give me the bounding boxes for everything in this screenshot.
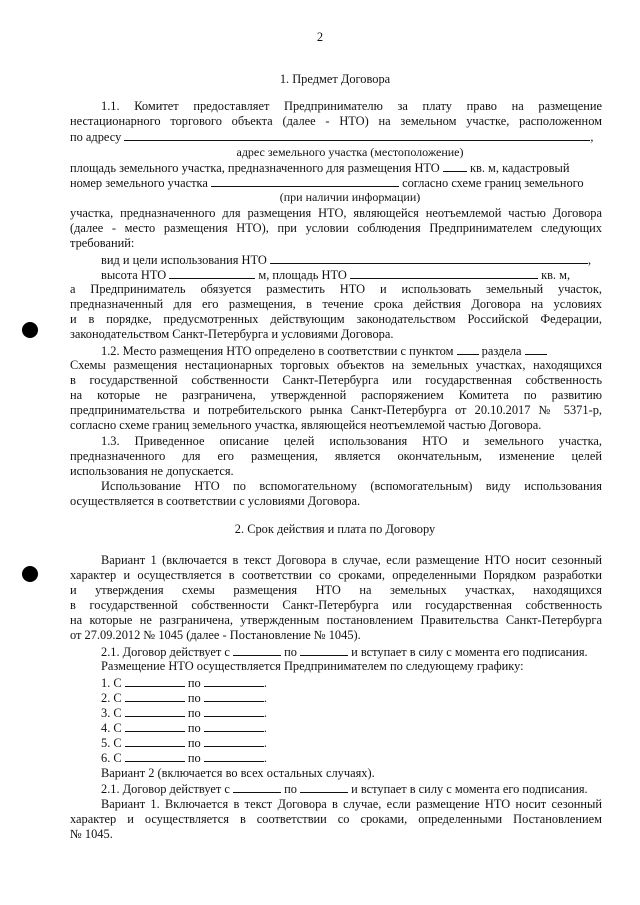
schedule-end-blank[interactable] [204,750,264,762]
p2-1b-text-b: по [284,782,297,796]
schedule-row [101,720,267,736]
height-label: высота НТО [101,268,167,282]
p1-1-line-3 [70,129,602,145]
v1b-line-3: № 1045. [70,827,113,841]
v1-line-5: на которые не разграничена, утвержденным постановлением Правительства Санкт-Петербурга [70,613,602,627]
p1-2-text-a: 1.2. Место размещения НТО определено в соответствии с пунктом [101,344,454,358]
area-unit-cadastral: кв. м, кадастровый [469,161,570,175]
p1-1-line-1: 1.1. Комитет предоставляет Предпринимателю за плату право на размещение [101,99,602,113]
schedule-start-blank[interactable] [125,735,185,747]
p2-1a [101,644,588,660]
schedule-start-blank[interactable] [125,705,185,717]
variant-2: Вариант 2 (включается во всех остальных случаях). [101,766,375,780]
schedule-start-blank[interactable] [125,750,185,762]
nto-area-unit: кв. м, [541,268,571,282]
p1-3-line-2: предназначенного для его размещения, является окончательным, изменение целей [70,449,602,463]
height-blank[interactable] [169,267,255,279]
schedule-row-number: 2. С [101,691,122,705]
p1-1-line-2: нестационарного торгового объекта (далее - НТО) на земельном участке, расположенном [70,114,602,128]
schedule-end-blank[interactable] [204,675,264,687]
schedule-po: по [187,751,201,765]
address-blank[interactable] [124,129,590,141]
p2-1a-text-a: 2.1. Договор действует с [101,645,230,659]
cadastral-blank[interactable] [211,175,399,187]
schedule-period: . [263,706,267,720]
schedule-row [101,735,267,751]
p2-1a-text-c: и вступает в силу с момента его подписания. [351,645,588,659]
p2-1a-text-b: по [284,645,297,659]
schedule-period: . [263,691,267,705]
section-1-heading: 1. Предмет Договора [279,72,391,86]
schedule-end-blank[interactable] [204,720,264,732]
p1-1-line-10 [101,267,602,283]
p2-1a-start-blank[interactable] [233,644,281,656]
schedule-row-number: 1. С [101,676,122,690]
p1-1-line-14: законодательством Санкт-Петербурга и условиями Договора. [70,327,394,341]
info-caption: (при наличии информации) [279,190,421,204]
p1-1-line-7: (далее - место размещения НТО), при условии соблюдения Предпринимателем следующих [70,221,602,235]
usage-label: вид и цели использования НТО [101,253,267,267]
p1-1-line-9 [101,252,602,268]
page-number: 2 [316,30,324,44]
schedule-start-blank[interactable] [125,690,185,702]
schedule-po: по [187,721,201,735]
address-comma: , [590,130,594,144]
nto-area-blank[interactable] [350,267,538,279]
schedule-row [101,675,267,691]
p1-1-line-12: предназначенный для его размещения, в течение срока действия Договора на условиях [70,297,602,311]
schedule-intro: Размещение НТО осуществляется Предпринимателем по следующему графику: [101,659,524,673]
usage-comma: , [587,253,592,267]
v1-line-1: Вариант 1 (включается в текст Договора в случае, если размещение НТО носит сезонный [101,553,602,567]
schedule-start-blank[interactable] [125,675,185,687]
schedule-po: по [187,706,201,720]
scheme-text: согласно схеме границ земельного [402,176,584,190]
p1-2-line-3: в государственной собственности Санкт-Петербурга или государственная собственность [70,373,602,387]
section-blank[interactable] [525,343,547,355]
area-label: площадь земельного участка, предназначенного для размещения НТО [70,161,440,175]
p1-1-line-4 [70,160,602,176]
schedule-end-blank[interactable] [204,690,264,702]
schedule-row [101,690,267,706]
schedule-po: по [187,676,201,690]
v1-line-2: характер и осуществляется в соответствии со сроками, определенными Порядком разработки [70,568,602,582]
nto-area-label: м, площадь НТО [258,268,347,282]
address-label: по адресу [70,130,122,144]
p2-1b-text-c: и вступает в силу с момента его подписания. [351,782,588,796]
p1-2-line-5: предпринимательства и потребительского рынка Санкт-Петербурга от 20.10.2017 № 5371-р, [70,403,602,417]
p1-2-line-2: Схемы размещения нестационарных торговых объектов на земельных участках, находящихся [70,358,602,372]
p1-1-line-6: участка, предназначенного для размещения НТО, являющейся неотъемлемой частью Договора [70,206,602,220]
usage-blank[interactable] [270,252,588,264]
p2-1b-text-a: 2.1. Договор действует с [101,782,230,796]
schedule-po: по [187,691,201,705]
p2-1b [101,781,588,797]
section-2-heading: 2. Срок действия и плата по Договору [234,522,436,536]
schedule-end-blank[interactable] [204,705,264,717]
schedule-row-number: 4. С [101,721,122,735]
p1-1-line-5 [70,175,602,191]
p1-2-line-4: на которые не разграничена, утвержденной распоряжением Комитета по развитию [70,388,602,402]
schedule-start-blank[interactable] [125,720,185,732]
punch-hole-lower [22,566,38,582]
schedule-row-number: 5. С [101,736,122,750]
schedule-period: . [263,676,267,690]
area-blank[interactable] [443,160,467,172]
schedule-po: по [187,736,201,750]
p1-2-line-6: согласно схеме границ земельного участка, являющейся неотъемлемой частью Договора. [70,418,542,432]
p2-1a-end-blank[interactable] [300,644,348,656]
punch-hole-upper [22,322,38,338]
p1-1-line-11: а Предприниматель обязуется разместить НТО и использовать земельный участок, [70,282,602,296]
schedule-end-blank[interactable] [204,735,264,747]
p2-1b-end-blank[interactable] [300,781,348,793]
p1-3-line-3: использования не допускается. [70,464,234,478]
cadastral-label: номер земельного участка [70,176,208,190]
schedule-row-number: 3. С [101,706,122,720]
p1-3-line-1: 1.3. Приведенное описание целей использования НТО и земельного участка, [101,434,602,448]
p1-2-line-1 [101,343,602,359]
schedule-period: . [263,721,267,735]
schedule-period: . [263,736,267,750]
v1-line-3: и утверждения схемы размещения НТО на земельных участках, находящихся [70,583,602,597]
p1-1-line-13: и в порядке, предусмотренных действующим законодательством Российской Федерации, [70,312,602,326]
schedule-row [101,705,267,721]
p1-4-line-1: Использование НТО по вспомогательному (вспомогательным) виду использования [101,479,602,493]
schedule-row-number: 6. С [101,751,122,765]
v1b-line-1: Вариант 1. Включается в текст Договора в случае, если размещение НТО носит сезонный [101,797,602,811]
v1b-line-2: характер и осуществляется в соответствии со сроками, определенными Постановлением [70,812,602,826]
point-blank[interactable] [457,343,479,355]
p1-1-line-8: требований: [70,236,135,250]
p2-1b-start-blank[interactable] [233,781,281,793]
p1-2-text-b: раздела [481,344,522,358]
v1-line-6: от 27.09.2012 № 1045 (далее - Постановление № 1045). [70,628,361,642]
address-caption: адрес земельного участка (местоположение) [236,145,464,159]
p1-4-line-2: осуществляется в соответствии с условиями Договора. [70,494,361,508]
v1-line-4: в государственной собственности Санкт-Петербурга или государственная собственность [70,598,602,612]
schedule-row [101,750,267,766]
schedule-period: . [263,751,267,765]
